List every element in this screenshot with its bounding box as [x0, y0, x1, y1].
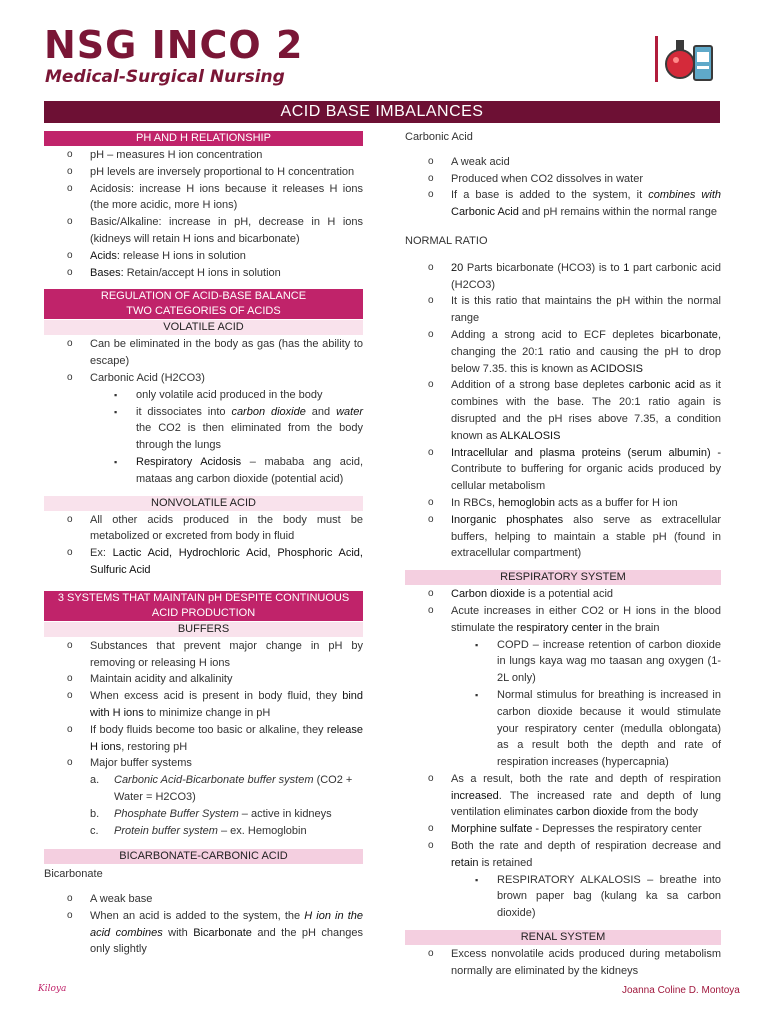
text: carbon dioxide: [231, 405, 306, 418]
respiratory-sublist: [451, 637, 721, 771]
text: Both the rate and depth of respiration decrease and: [451, 840, 721, 853]
text: hemoglobin: [498, 496, 555, 509]
text: bind with H ions: [90, 690, 363, 719]
list-item: [90, 404, 363, 454]
text: – active in kidneys: [238, 807, 332, 820]
text: If a base is added to the system, it: [451, 189, 649, 202]
text: Morphine sulfate -: [451, 823, 540, 836]
bicarbonate-list: [44, 891, 363, 958]
subheader-buffers: BUFFERS: [44, 622, 363, 637]
list-item: o Can be eliminated in the body as gas (has the ability to escape): [44, 336, 363, 370]
text: . The increased rate and depth of lung ventilation eliminates: [451, 789, 721, 819]
respiratory-list: [405, 586, 721, 636]
text: combines with: [648, 189, 721, 202]
text: to minimize change in pH: [143, 706, 271, 719]
list-item: ▪ only volatile acid produced in the body: [90, 387, 363, 404]
buffers-list: [44, 638, 363, 772]
text: (CO2 + Water = H2CO3): [114, 774, 353, 803]
subheader-volatile: VOLATILE ACID: [44, 320, 363, 335]
section-header-regulation: REGULATION OF ACID-BASE BALANCE: [44, 289, 363, 304]
list-item: o Substances that prevent major change in pH by removing or releasing H ions: [44, 638, 363, 672]
nonvolatile-list: [44, 512, 363, 579]
list-item: o Excess nonvolatile acids produced during metabolism normally are eliminated by the kidneys: [405, 946, 721, 980]
text: Contribute to buffering for organic acids produced by cellular metabolism: [451, 463, 721, 493]
carbonic-list: [405, 154, 721, 221]
section-header-bicarbonate: BICARBONATE-CARBONIC ACID: [44, 849, 363, 864]
list-item: [405, 495, 721, 512]
text: Bicarbonate: [193, 926, 252, 939]
text: acts as a buffer for H ion: [554, 496, 678, 509]
section-header-systems: 3 SYSTEMS THAT MAINTAIN pH DESPITE CONTINUOUS ACID PRODUCTION: [44, 591, 363, 621]
footer-signature: Kiloya: [38, 984, 67, 994]
header-title: NSG INCO 2: [44, 23, 304, 67]
text: respiratory center: [516, 621, 603, 634]
text: the CO2 is then eliminated from the body through the lungs: [136, 422, 363, 452]
text: and the pH changes only slightly: [90, 926, 363, 956]
list-item: [44, 722, 363, 756]
text: If body fluids become too basic or alkaline, they: [90, 723, 327, 736]
text: 20: [451, 261, 464, 274]
subheader-nonvolatile: NONVOLATILE ACID: [44, 496, 363, 511]
list-item: o pH – measures H ion concentration: [44, 147, 363, 164]
text: and pH remains within the normal range: [518, 206, 717, 219]
volatile-list: [44, 336, 363, 386]
text: When an acid is added to the system, the: [90, 909, 305, 922]
renal-list: [405, 946, 721, 980]
text: and: [305, 405, 337, 418]
text: from the body: [627, 806, 699, 819]
lab-flask-icon: [664, 38, 716, 84]
text: Inorganic phosphates: [451, 513, 564, 526]
list-item: o It is this ratio that maintains the pH within the normal range: [405, 293, 721, 327]
marker: c.: [90, 824, 99, 837]
text: water: [336, 405, 363, 418]
text: In RBCs,: [451, 496, 499, 509]
text: Intracellular and plasma proteins (serum albumin) -: [451, 446, 721, 459]
list-item: o Major buffer systems: [44, 755, 363, 772]
list-item: ▪ COPD – increase retention of carbon dioxide in lungs kaya wag mo taasan ang oxygen (1-2L only): [451, 637, 721, 687]
list-item: [405, 377, 721, 444]
text: with: [162, 926, 194, 939]
text: retain: [451, 856, 479, 869]
section-header-renal: RENAL SYSTEM: [405, 930, 721, 945]
text: in the brain: [602, 621, 660, 634]
term: Acids: [90, 249, 117, 262]
footer-author: Joanna Coline D. Montoya: [622, 985, 740, 996]
text: Protein buffer system: [114, 824, 218, 837]
list-item: o Acidosis: increase H ions because it releases H ions (the more acidic, more H ions): [44, 181, 363, 215]
header-subtitle: Medical-Surgical Nursing: [45, 67, 285, 87]
text: Adding a strong acid to ECF depletes: [451, 328, 661, 341]
text: Ex:: [90, 547, 113, 560]
marker: b.: [90, 807, 100, 820]
list-item: [90, 823, 363, 840]
text: carbonic acid: [628, 379, 695, 392]
list-item: [405, 586, 721, 603]
carbonic-acid-label: Carbonic Acid: [405, 131, 473, 143]
text: release H ions: [90, 723, 363, 753]
text: When excess acid is present in body fluid, they: [90, 690, 343, 703]
text: Depresses the respiratory center: [539, 823, 702, 836]
text: Parts bicarbonate (HCO3) is to: [463, 261, 624, 274]
text: 1: [623, 261, 630, 274]
text: ACIDOSIS: [590, 362, 643, 375]
section-header-ph: PH AND H RELATIONSHIP: [44, 131, 363, 146]
list-item: [90, 806, 363, 823]
list-item: [44, 248, 363, 265]
text: Carbonic Acid-Bicarbonate buffer system: [114, 774, 314, 787]
list-item: [90, 454, 363, 488]
list-item: [44, 688, 363, 722]
text: Addition of a strong base depletes: [451, 379, 629, 392]
text: Phosphate Buffer System: [114, 807, 239, 820]
list-item: [405, 603, 721, 637]
respiratory-sublist-2: [451, 872, 721, 922]
buffer-systems-list: [90, 772, 363, 839]
normal-ratio-label: NORMAL RATIO: [405, 234, 488, 247]
list-item: o pH levels are inversely proportional to H concentration: [44, 164, 363, 181]
text: also serve as extracellular buffers, helping to maintain a stable pH (found in extracellular compartment): [451, 513, 721, 560]
list-item: o Carbonic Acid (H2CO3): [44, 370, 363, 387]
list-item: [405, 260, 721, 294]
text: Carbonic Acid: [451, 206, 519, 219]
text: it dissociates into: [136, 405, 232, 418]
text: ALKALOSIS: [499, 429, 561, 442]
list-item: [405, 821, 721, 838]
list-item: ▪ RESPIRATORY ALKALOSIS – breathe into brown paper bag (kulang ka sa carbon dioxide): [451, 872, 721, 922]
text: Carbon dioxide: [451, 588, 525, 601]
text: – mababa ang acid, mataas ang carbon dioxide (potential acid): [136, 455, 363, 485]
ph-list: [44, 147, 363, 281]
list-item: [44, 545, 363, 579]
list-item: [405, 187, 721, 221]
text: is a potential acid: [525, 588, 614, 601]
list-item: [405, 838, 721, 872]
page-banner: ACID BASE IMBALANCES: [44, 101, 720, 123]
list-item: o All other acids produced in the body must be metabolized or excreted from body in fluid: [44, 512, 363, 546]
left-column: [44, 131, 363, 958]
list-item: [405, 771, 721, 821]
bicarbonate-label: Bicarbonate: [44, 868, 103, 881]
list-item: [405, 512, 721, 562]
marker: a.: [90, 774, 100, 787]
text: H ion in the acid combines: [90, 909, 363, 939]
list-item: [44, 908, 363, 958]
text: Acute increases in either CO2 or H ions in the blood stimulate the: [451, 604, 721, 634]
section-header-categories: TWO CATEGORIES OF ACIDS: [44, 304, 363, 319]
list-item: o A weak acid: [405, 154, 721, 171]
text: – ex. Hemoglobin: [217, 824, 307, 837]
list-item: [405, 445, 721, 495]
respiratory-list-2: [405, 771, 721, 872]
section-header-respiratory: RESPIRATORY SYSTEM: [405, 570, 721, 585]
list-item: o Maintain acidity and alkalinity: [44, 671, 363, 688]
normal-ratio-list: [405, 260, 721, 562]
text: as it combines with the base. The 20:1 ratio again is disrupted and the pH rises above 7.35, a condition known as: [451, 379, 721, 442]
text: , changing the 20:1 ratio and causing the pH to drop below 7.35. this is known as: [451, 328, 721, 375]
text: part carbonic acid (H2CO3): [451, 261, 721, 291]
volatile-sublist: [90, 387, 363, 488]
text: As a result, both the rate and depth of respiration: [451, 772, 721, 785]
text: is retained: [478, 856, 533, 869]
list-item: o Produced when CO2 dissolves in water: [405, 171, 721, 188]
list-item: ▪ Normal stimulus for breathing is increased in carbon dioxide because it would stimulate your respiratory center (medulla oblongata) as a result both the depth and rate of respiration increases (hypercapnia): [451, 687, 721, 771]
right-column: [405, 129, 721, 980]
term: Bases:: [90, 266, 124, 279]
header-divider: [655, 36, 658, 82]
text: bicarbonate: [660, 328, 718, 341]
list-item: [405, 327, 721, 377]
text: increased: [451, 789, 499, 802]
list-item: [90, 772, 363, 806]
text: : release H ions in solution: [116, 249, 246, 262]
text: , restoring pH: [121, 740, 188, 753]
text: carbon dioxide: [556, 806, 628, 819]
text: Retain/accept H ions in solution: [123, 266, 281, 279]
term: Respiratory Acidosis: [136, 455, 242, 468]
list-item: o A weak base: [44, 891, 363, 908]
list-item: [44, 265, 363, 282]
list-item: o Basic/Alkaline: increase in pH, decrease in H ions (kidneys will retain H ions and bicarbonate): [44, 214, 363, 248]
text: Lactic Acid, Hydrochloric Acid, Phosphoric Acid, Sulfuric Acid: [90, 547, 363, 576]
